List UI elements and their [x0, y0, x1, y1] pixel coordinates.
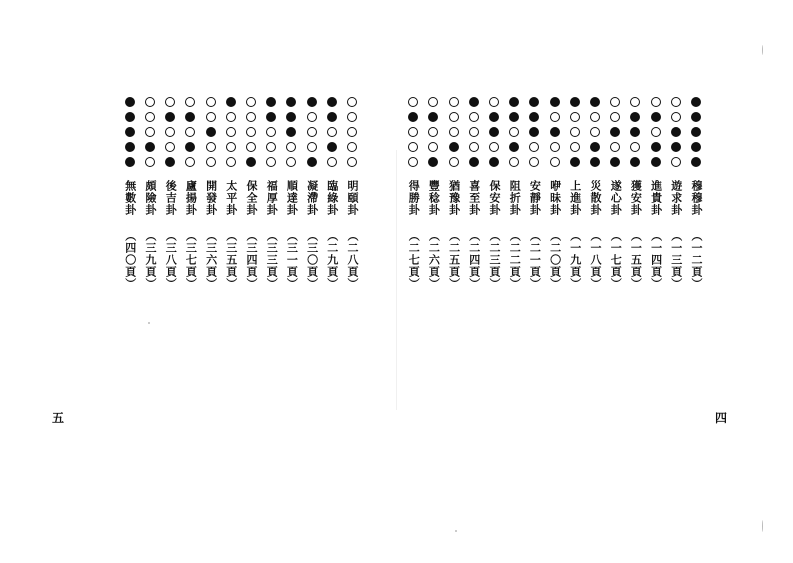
gua-label: 凝滯卦 （三〇頁） [305, 180, 319, 290]
gua-dots [667, 97, 685, 167]
gua-label: 廬揚卦 （三七頁） [184, 180, 198, 290]
hollow-dot-icon [651, 127, 661, 137]
hollow-dot-icon [165, 97, 175, 107]
hollow-dot-icon [206, 157, 216, 167]
hollow-dot-icon [246, 127, 256, 137]
gua-dots [222, 97, 240, 167]
gua-label: 安靜卦 （二一頁） [528, 180, 542, 290]
gua-label: 臨綠卦 （二九頁） [325, 180, 339, 290]
gua-entry [465, 97, 483, 290]
filled-dot-icon [327, 142, 337, 152]
gua-dots [242, 97, 260, 167]
gua-label: 上進卦 （一九頁） [568, 180, 582, 290]
hollow-dot-icon [449, 127, 459, 137]
filled-dot-icon [529, 127, 539, 137]
paper-speck [762, 520, 763, 532]
hollow-dot-icon [550, 142, 560, 152]
hollow-dot-icon [307, 112, 317, 122]
filled-dot-icon [691, 97, 701, 107]
filled-dot-icon [590, 97, 600, 107]
gua-label: 豐稔卦 （二六頁） [427, 180, 441, 290]
gua-label: 頗險卦 （三九頁） [144, 180, 157, 290]
hollow-dot-icon [469, 142, 479, 152]
filled-dot-icon [509, 112, 519, 122]
hollow-dot-icon [428, 127, 438, 137]
gua-entry [424, 97, 442, 290]
gua-dots [323, 97, 341, 167]
filled-dot-icon [610, 127, 620, 137]
hollow-dot-icon [185, 157, 195, 167]
hollow-dot-icon [185, 127, 195, 137]
filled-dot-icon [550, 97, 560, 107]
paper-speck [455, 530, 457, 532]
hollow-dot-icon [347, 112, 357, 122]
gua-dots [626, 97, 644, 167]
filled-dot-icon [550, 127, 560, 137]
hollow-dot-icon [206, 112, 216, 122]
filled-dot-icon [630, 127, 640, 137]
filled-dot-icon [570, 157, 580, 167]
filled-dot-icon [671, 127, 681, 137]
gua-dots [647, 97, 665, 167]
gua-dots [202, 97, 220, 167]
gua-label: 喜至卦 （二四頁） [467, 180, 481, 290]
gua-entry [202, 97, 220, 290]
gua-entry [505, 97, 523, 290]
hollow-dot-icon [651, 97, 661, 107]
gua-entry [586, 97, 604, 290]
filled-dot-icon [246, 157, 256, 167]
gua-dots [343, 97, 361, 167]
gua-dots [566, 97, 584, 167]
filled-dot-icon [651, 157, 661, 167]
hollow-dot-icon [307, 127, 317, 137]
hollow-dot-icon [327, 157, 337, 167]
hollow-dot-icon [469, 127, 479, 137]
gua-label: 進貴卦 （一四頁） [649, 180, 663, 290]
gua-entry [242, 97, 260, 290]
paper-speck [148, 322, 150, 324]
gua-label: 後吉卦 （三八頁） [164, 180, 178, 290]
gua-entry [647, 97, 665, 290]
gua-dots [687, 97, 705, 167]
gua-dots [485, 97, 503, 167]
filled-dot-icon [489, 127, 499, 137]
hollow-dot-icon [246, 97, 256, 107]
filled-dot-icon [125, 112, 135, 122]
filled-dot-icon [206, 127, 216, 137]
hollow-dot-icon [226, 142, 236, 152]
hollow-dot-icon [206, 97, 216, 107]
right-page-number: 四 [715, 411, 728, 425]
hollow-dot-icon [266, 142, 276, 152]
hollow-dot-icon [408, 127, 418, 137]
hollow-dot-icon [165, 127, 175, 137]
hollow-dot-icon [570, 112, 580, 122]
gua-entry [445, 97, 463, 290]
filled-dot-icon [691, 142, 701, 152]
filled-dot-icon [469, 97, 479, 107]
hollow-dot-icon [408, 97, 418, 107]
hollow-dot-icon [226, 112, 236, 122]
filled-dot-icon [691, 112, 701, 122]
hollow-dot-icon [408, 142, 418, 152]
hollow-dot-icon [408, 157, 418, 167]
hollow-dot-icon [630, 97, 640, 107]
gua-entry [687, 97, 705, 290]
gua-label: 獲安卦 （一五頁） [629, 180, 643, 290]
filled-dot-icon [286, 112, 296, 122]
gua-entry [222, 97, 240, 290]
gua-dots [282, 97, 300, 167]
filled-dot-icon [266, 97, 276, 107]
hollow-dot-icon [449, 97, 459, 107]
gua-label: 穆穆卦 （一二頁） [690, 180, 703, 290]
gua-dots [606, 97, 624, 167]
filled-dot-icon [570, 97, 580, 107]
gua-label: 保安卦 （二三頁） [488, 180, 501, 290]
filled-dot-icon [590, 157, 600, 167]
hollow-dot-icon [590, 127, 600, 137]
hollow-dot-icon [671, 157, 681, 167]
hollow-dot-icon [347, 157, 357, 167]
gua-entry [525, 97, 543, 290]
filled-dot-icon [610, 157, 620, 167]
hollow-dot-icon [610, 112, 620, 122]
gua-dots [161, 97, 179, 167]
gua-dots [303, 97, 321, 167]
hollow-dot-icon [630, 142, 640, 152]
hollow-dot-icon [489, 97, 499, 107]
filled-dot-icon [489, 157, 499, 167]
gua-entry [546, 97, 564, 290]
filled-dot-icon [307, 157, 317, 167]
gua-entry [161, 97, 179, 290]
right-page [397, 0, 793, 563]
hollow-dot-icon [671, 112, 681, 122]
left-page-number: 五 [52, 411, 65, 425]
hollow-dot-icon [206, 142, 216, 152]
filled-dot-icon [165, 112, 175, 122]
gua-entry [606, 97, 624, 290]
hollow-dot-icon [286, 142, 296, 152]
hollow-dot-icon [145, 127, 155, 137]
gua-label: 遊求卦 （一三頁） [669, 180, 683, 290]
gua-dots [404, 97, 422, 167]
hollow-dot-icon [145, 157, 155, 167]
gua-entry [485, 97, 503, 290]
hollow-dot-icon [529, 142, 539, 152]
hollow-dot-icon [671, 97, 681, 107]
gua-label: 遂心卦 （一七頁） [609, 180, 623, 290]
filled-dot-icon [630, 157, 640, 167]
hollow-dot-icon [428, 142, 438, 152]
gua-label: 災散卦 （一八頁） [589, 180, 602, 290]
filled-dot-icon [449, 142, 459, 152]
hollow-dot-icon [590, 112, 600, 122]
filled-dot-icon [286, 97, 296, 107]
gua-entry [404, 97, 422, 290]
gua-dots [505, 97, 523, 167]
gua-entry [262, 97, 280, 290]
gua-entry [282, 97, 300, 290]
gua-label: 太平卦 （三五頁） [224, 180, 238, 290]
filled-dot-icon [165, 157, 175, 167]
hollow-dot-icon [246, 142, 256, 152]
gua-dots [525, 97, 543, 167]
gua-dots [181, 97, 199, 167]
gua-label: 明頤卦 （二八頁） [346, 180, 359, 290]
filled-dot-icon [408, 112, 418, 122]
filled-dot-icon [125, 127, 135, 137]
gua-dots [141, 97, 159, 167]
gua-dots [424, 97, 442, 167]
filled-dot-icon [630, 112, 640, 122]
gua-label: 開發卦 （三六頁） [204, 180, 218, 290]
filled-dot-icon [651, 142, 661, 152]
hollow-dot-icon [145, 112, 155, 122]
hollow-dot-icon [509, 127, 519, 137]
filled-dot-icon [185, 142, 195, 152]
filled-dot-icon [691, 157, 701, 167]
hollow-dot-icon [226, 127, 236, 137]
hollow-dot-icon [570, 127, 580, 137]
hollow-dot-icon [145, 97, 155, 107]
gua-entry [141, 97, 159, 290]
hollow-dot-icon [266, 157, 276, 167]
filled-dot-icon [307, 97, 317, 107]
hollow-dot-icon [347, 142, 357, 152]
hollow-dot-icon [428, 97, 438, 107]
hollow-dot-icon [449, 157, 459, 167]
gua-entry [667, 97, 685, 290]
hollow-dot-icon [286, 157, 296, 167]
gua-entry [343, 97, 361, 290]
filled-dot-icon [529, 112, 539, 122]
gua-dots [262, 97, 280, 167]
filled-dot-icon [509, 97, 519, 107]
gua-entry [303, 97, 321, 290]
hollow-dot-icon [570, 142, 580, 152]
gua-entry [323, 97, 341, 290]
hollow-dot-icon [327, 127, 337, 137]
gua-label: 猶豫卦 （二五頁） [447, 180, 461, 290]
filled-dot-icon [145, 142, 155, 152]
filled-dot-icon [125, 142, 135, 152]
filled-dot-icon [469, 157, 479, 167]
filled-dot-icon [125, 97, 135, 107]
filled-dot-icon [327, 112, 337, 122]
left-page [0, 0, 396, 563]
hollow-dot-icon [550, 157, 560, 167]
gua-dots [121, 97, 139, 167]
gua-label: 無數卦 （四〇頁） [123, 180, 137, 290]
gua-dots [546, 97, 564, 167]
gua-entry [121, 97, 139, 290]
hollow-dot-icon [509, 157, 519, 167]
filled-dot-icon [489, 112, 499, 122]
gua-label: 得勝卦 （二七頁） [407, 180, 421, 290]
filled-dot-icon [428, 112, 438, 122]
hollow-dot-icon [489, 142, 499, 152]
gua-entry [566, 97, 584, 290]
hollow-dot-icon [246, 112, 256, 122]
filled-dot-icon [651, 112, 661, 122]
filled-dot-icon [185, 112, 195, 122]
hollow-dot-icon [610, 142, 620, 152]
hollow-dot-icon [449, 112, 459, 122]
gua-label: 福厚卦 （三三頁） [265, 180, 279, 290]
gua-label: 順達卦 （三一頁） [285, 180, 299, 290]
hollow-dot-icon [185, 97, 195, 107]
gua-label: 保全卦 （三四頁） [245, 180, 258, 290]
hollow-dot-icon [226, 157, 236, 167]
hollow-dot-icon [610, 97, 620, 107]
gua-label: 阻折卦 （二二頁） [508, 180, 522, 290]
filled-dot-icon [509, 142, 519, 152]
hollow-dot-icon [266, 127, 276, 137]
hollow-dot-icon [347, 97, 357, 107]
filled-dot-icon [266, 112, 276, 122]
gua-dots [445, 97, 463, 167]
paper-speck [762, 45, 763, 55]
hollow-dot-icon [550, 112, 560, 122]
hollow-dot-icon [469, 112, 479, 122]
hollow-dot-icon [165, 142, 175, 152]
filled-dot-icon [671, 142, 681, 152]
hollow-dot-icon [347, 127, 357, 137]
filled-dot-icon [286, 127, 296, 137]
gua-entry [181, 97, 199, 290]
gua-label: 咿昧卦 （二〇頁） [548, 180, 562, 290]
filled-dot-icon [125, 157, 135, 167]
gua-dots [586, 97, 604, 167]
filled-dot-icon [691, 127, 701, 137]
filled-dot-icon [428, 157, 438, 167]
filled-dot-icon [226, 97, 236, 107]
hollow-dot-icon [307, 142, 317, 152]
gua-entry [626, 97, 644, 290]
filled-dot-icon [529, 97, 539, 107]
filled-dot-icon [590, 142, 600, 152]
gua-dots [465, 97, 483, 167]
filled-dot-icon [327, 97, 337, 107]
hollow-dot-icon [529, 157, 539, 167]
